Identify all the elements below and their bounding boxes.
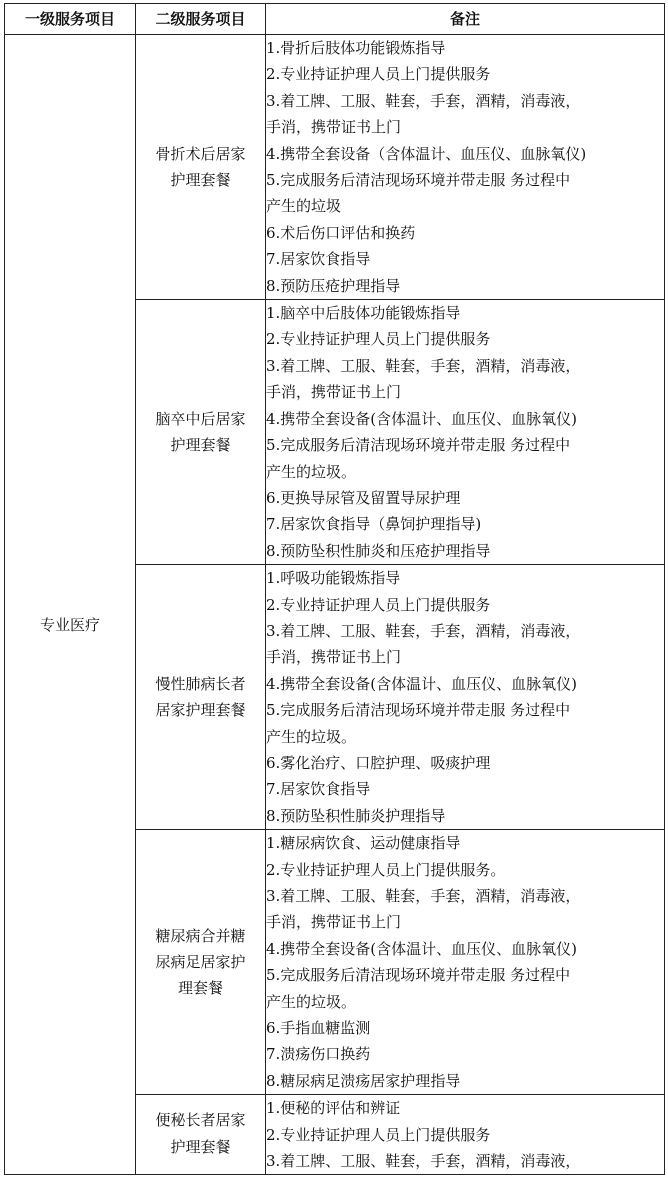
note-line: 4.携带全套设备（含体温计、血压仪、血脉氧仪): [266, 144, 587, 163]
notes-cell: [266, 300, 665, 565]
note-line: 产生的垃圾。: [266, 462, 357, 481]
note-line: 产生的垃圾: [266, 197, 342, 216]
note-line: 7.居家饮食指导: [266, 250, 371, 269]
table-row: [5, 35, 665, 300]
package-name-line: 骨折术后居家: [155, 144, 246, 163]
note-line: 4.携带全套设备(含体温计、血压仪、血脉氧仪): [266, 409, 578, 428]
note-line: 2.专业持证护理人员上门提供服务: [266, 330, 491, 349]
note-line: 6.术后伤口评估和换药: [266, 223, 416, 242]
note-line: 3.着工牌、工服、鞋套，手套，酒精，消毒液，: [266, 621, 581, 640]
note-line: 手消，携带证书上门: [266, 913, 402, 932]
category-cell: 专业医疗: [5, 35, 136, 1175]
note-line: 3.着工牌、工服、鞋套，手套，酒精，消毒液，: [266, 887, 581, 905]
note-line: 7.居家饮食指导（鼻饲护理指导): [266, 515, 482, 534]
note-line: 7.溃疡伤口换药: [266, 1045, 371, 1064]
package-name-line: 慢性肺病长者: [155, 674, 246, 693]
note-line: 5.完成服务后清洁现场环境并带走服 务过程中: [266, 436, 571, 455]
notes-cell: [266, 565, 665, 830]
note-line: 7.居家饮食指导: [266, 780, 371, 799]
package-name-cell: [136, 565, 266, 830]
note-line: 4.携带全套设备(含体温计、血压仪、血脉氧仪): [266, 674, 578, 693]
note-line: 手消，携带证书上门: [266, 383, 402, 402]
note-line: 2.专业持证护理人员上门提供服务: [266, 595, 491, 614]
note-line: 6.手指血糖监测: [266, 1019, 371, 1038]
note-line: 1.糖尿病饮食、运动健康指导: [266, 834, 461, 853]
note-line: 3.着工牌、工服、鞋套，手套，酒精，消毒液，: [266, 356, 581, 375]
note-line: 8.糖尿病足溃疡居家护理指导: [266, 1071, 461, 1090]
note-line: 4.携带全套设备(含体温计、血压仪、血脉氧仪): [266, 939, 578, 958]
header-level1: 一级服务项目: [5, 4, 136, 35]
note-line: 6.雾化治疗、口腔护理、吸痰护理: [266, 753, 491, 772]
notes-cell: [266, 1095, 665, 1175]
package-name-cell: [136, 830, 266, 1095]
package-name-line: 脑卒中后居家: [155, 409, 246, 428]
note-line: 1.骨折后肢体功能锻炼指导: [266, 39, 446, 57]
package-name-line: 理套餐: [177, 979, 223, 998]
note-line: 6.更换导尿管及留置导尿护理: [266, 488, 461, 507]
package-name-line: 尿病足居家护: [155, 953, 246, 972]
package-name-line: 居家护理套餐: [155, 701, 246, 720]
note-line: 3.着工牌、工服、鞋套，手套，酒精，消毒液，: [266, 91, 581, 110]
note-line: 2.专业持证护理人员上门提供服务: [266, 65, 491, 84]
note-line: 产生的垃圾。: [266, 992, 357, 1011]
note-line: 1.脑卒中后肢体功能锻炼指导: [266, 304, 461, 323]
note-line: 3.着工牌、工服、鞋套，手套，酒精，消毒液，: [266, 1152, 581, 1171]
package-name-cell: [136, 35, 266, 300]
header-notes: 备注: [266, 4, 665, 35]
note-line: 8.预防压疮护理指导: [266, 276, 401, 295]
header-level2: 二级服务项目: [136, 4, 266, 35]
note-line: 5.完成服务后清洁现场环境并带走服 务过程中: [266, 171, 571, 190]
package-name-cell: [136, 1095, 266, 1175]
note-line: 5.完成服务后清洁现场环境并带走服 务过程中: [266, 701, 571, 720]
package-name-cell: [136, 300, 266, 565]
note-line: 产生的垃圾。: [266, 727, 357, 746]
note-line: 手消，携带证书上门: [266, 648, 402, 667]
note-line: 2.专业持证护理人员上门提供服务。: [266, 860, 506, 879]
note-line: 1.呼吸功能锻炼指导: [266, 569, 401, 588]
package-name-line: 护理套餐: [170, 171, 231, 190]
notes-cell: [266, 830, 665, 1095]
note-line: 8.预防坠积性肺炎护理指导: [266, 806, 446, 825]
service-table: [4, 3, 665, 1175]
note-line: 5.完成服务后清洁现场环境并带走服 务过程中: [266, 966, 571, 985]
notes-cell: [266, 35, 665, 300]
note-line: 1.便秘的评估和辨证: [266, 1099, 401, 1118]
package-name-line: 便秘长者居家: [155, 1111, 246, 1130]
header-row: [5, 4, 665, 35]
package-name-line: 糖尿病合并糖: [155, 926, 246, 945]
note-line: 手消，携带证书上门: [266, 118, 402, 137]
note-line: 2.专业持证护理人员上门提供服务: [266, 1125, 491, 1144]
package-name-line: 护理套餐: [170, 436, 231, 455]
note-line: 8.预防坠积性肺炎和压疮护理指导: [266, 541, 491, 560]
package-name-line: 护理套餐: [170, 1137, 231, 1156]
